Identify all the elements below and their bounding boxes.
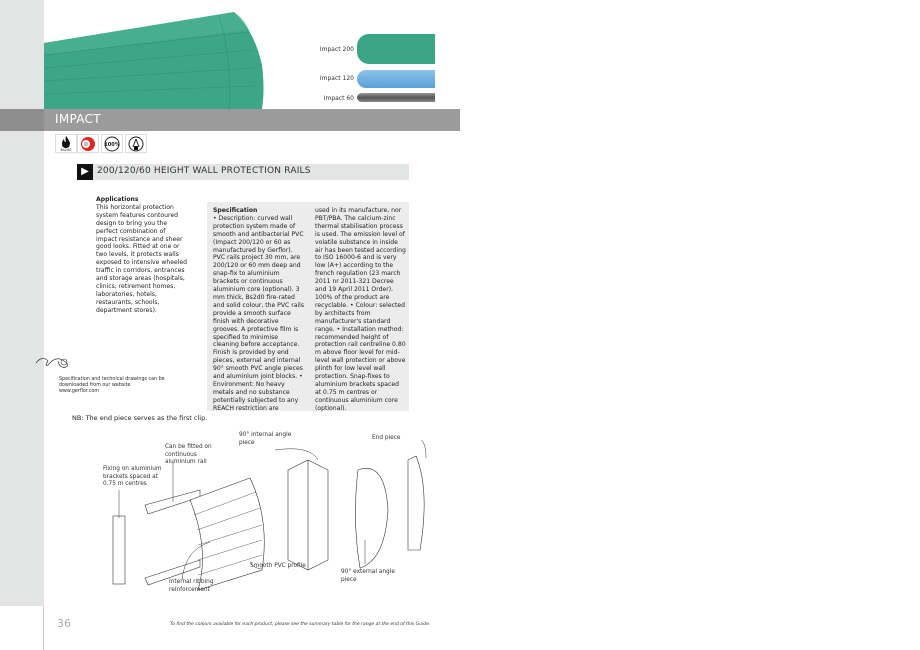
hero-rail-image [44, 10, 264, 109]
page-number: 36 [57, 617, 71, 630]
external-angle-drawing [355, 468, 388, 568]
recyclable-label: 100% [104, 141, 120, 148]
fire-rating-label: Bs2d0 [60, 147, 72, 152]
impact-resistance-icon [77, 134, 99, 153]
pvc-profile [190, 478, 264, 590]
footer-divider [43, 606, 44, 650]
nb-note: NB: The end piece serves as the first clip. [72, 414, 208, 422]
sample-impact-120 [357, 70, 435, 88]
bracket-drawing [113, 516, 125, 584]
section-title: IMPACT [55, 112, 101, 126]
applications-body: This horizontal protection system features contoured design to bring you the perfect combination of impact resistance and sheer good looks. Fitted at one or two levels, it protects walls exposed to intensive wheeled traffic in corridors, entrances and storage areas (hospitals, clinics, retirement homes, laboratories, hotels, restaurants, schools, department stores). [96, 203, 187, 314]
label-profile: Smooth PVC profile [250, 563, 306, 569]
a-plus-emission-icon [125, 134, 147, 153]
sample-label: Impact 60 [323, 95, 354, 102]
product-title: 200/120/60 HEIGHT WALL PROTECTION RAILS [97, 166, 311, 176]
download-mouse-icon [34, 353, 79, 373]
specification-col2: used in its manufacture, nor PBT/PBA. The calcium-zinc thermal stabilisation process is used. The emission level of volatile substance in inside air has been tested according to ISO 16000-6 and is very low (A+) according to the french regulation (23 march 2011 nr 2011-321 Decree and 19 April 2011 Order). 100% of the product are recyclable. • Colour: selected by architects from manufacturer's standard range. • Installation method: recommended height of protection rail centreline 0.80 m above floor level for mid-level wall protection or above plinth for low level wall protection. Snap-fixes to aluminium brackets spaced at 0.75 m centres or continuous aluminium core (optional). [315, 207, 406, 412]
page-margin [0, 0, 44, 606]
label-external-angle: 90° external angle piece [341, 569, 395, 583]
label-rail: Can be fitted on continuous aluminium rail [165, 444, 212, 465]
specification-heading: Specification [213, 207, 258, 214]
sample-impact-200 [357, 34, 435, 64]
end-piece-drawing [408, 456, 424, 550]
label-bracket: Fixing on aluminium brackets spaced at 0.75 m centres [103, 466, 162, 487]
footer-note: To find the colours available for each product, please see the summary table for the range at the end of this Guide. [170, 622, 431, 627]
label-end-piece: End piece [372, 435, 401, 441]
specification-text-1: • Description: curved wall protection system made of smooth and antibacterial PVC (Impact 200/120 or 60 as manufactured by Gerflor). PVC rails project 30 mm, are 200/120 or 60 mm deep and snap-fix to aluminium brackets or continuous aluminium core (optional). 3 mm thick, Bs2d0 fire-rated and solid colour, the PVC rails provide a smooth surface finish with decorative grooves. A protective film is specified to minimise cleaning before acceptance. Finish is provided by end pieces, external and internal 90° smooth PVC angle pieces and aluminium joint blocks. • Environment: No heavy metals and no substance potentially subjected to any REACH restriction are [213, 214, 305, 412]
sample-label: Impact 120 [319, 75, 354, 82]
play-arrow-icon: ▶ [77, 164, 93, 180]
sample-label: Impact 200 [319, 46, 354, 53]
applications-heading: Applications [96, 196, 139, 203]
applications-block [96, 196, 188, 315]
sample-impact-60 [357, 93, 435, 102]
specification-col1 [213, 207, 305, 413]
section-band-margin [0, 109, 44, 131]
recyclable-100-icon [101, 134, 123, 153]
download-note: Specification and technical drawings can be downloaded from our website www.gerflor.com [59, 377, 165, 394]
label-ribbing: Internal ribbing reinforcement [169, 579, 214, 593]
fire-rating-icon [55, 134, 77, 153]
label-internal-angle: 90° internal angle piece [239, 432, 292, 446]
